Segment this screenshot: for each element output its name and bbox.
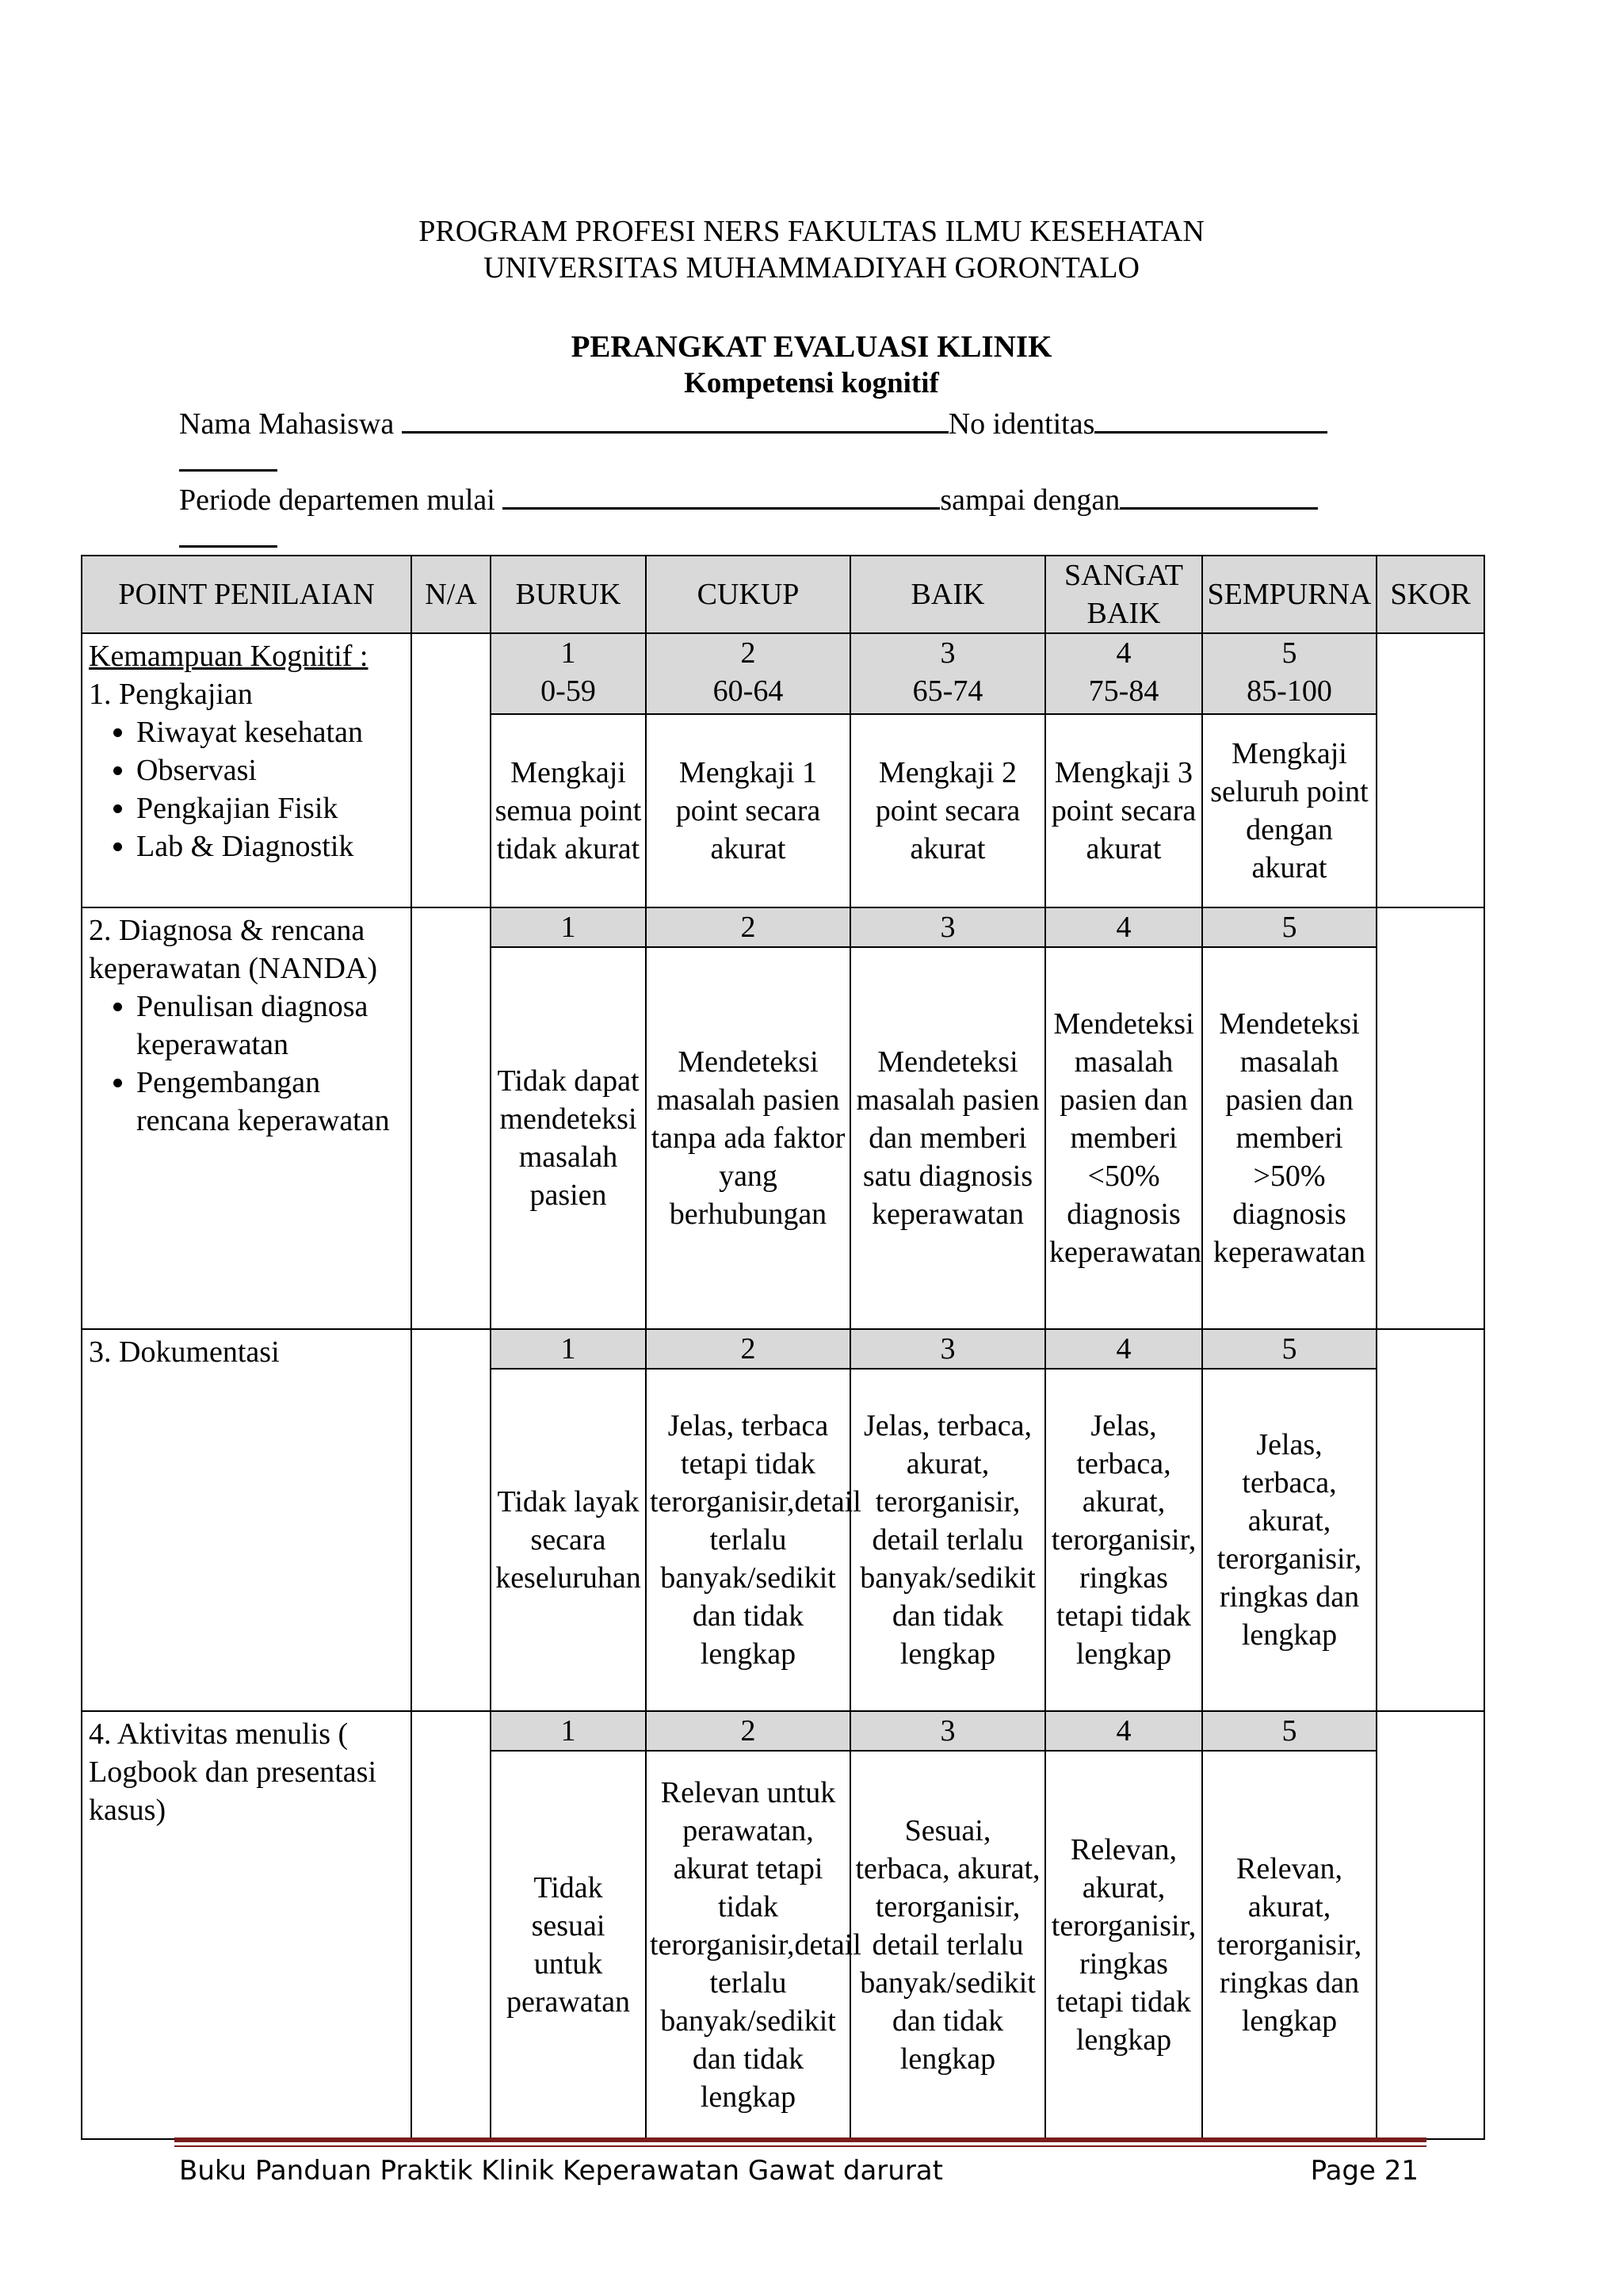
desc-buruk: Mengkaji semua point tidak akurat (491, 714, 646, 907)
nama-label: Nama Mahasiswa (179, 407, 395, 441)
nama-overflow (179, 444, 277, 479)
document-subtitle: Kompetensi kognitif (684, 367, 939, 399)
desc-buruk: Tidak sesuai untuk perawatan (491, 1751, 646, 2139)
score-cell: 2 (646, 907, 850, 947)
desc-sangat-baik: Jelas, terbaca, akurat, terorganisir, ringkas tetapi tidak lengkap (1045, 1369, 1202, 1711)
criterion-diagnosa (82, 907, 411, 1329)
sampai-blank-cont[interactable] (179, 520, 277, 548)
criterion-label: 1. Pengkajian (89, 678, 253, 711)
desc-sempurna: Mengkaji seluruh point dengan akurat (1202, 714, 1377, 907)
header-baik: BAIK (850, 556, 1045, 633)
score-cell: 5 (1202, 1711, 1377, 1751)
desc-baik: Jelas, terbaca, akurat, terorganisir, detail terlalu banyak/sedikit dan tidak lengkap (850, 1369, 1045, 1711)
table-row (82, 907, 1484, 947)
no-identitas-blank-cont[interactable] (179, 444, 277, 472)
score-cell: 4 (1045, 1329, 1202, 1369)
list-item: • Pengembangan rencana keperawatan (136, 1064, 404, 1140)
skor-cell[interactable] (1377, 1329, 1484, 1711)
list-item: • Lab & Diagnostik (136, 827, 404, 865)
header-skor: SKOR (1377, 556, 1484, 633)
header-sempurna: SEMPURNA (1202, 556, 1377, 633)
header-na: N/A (411, 556, 491, 633)
periode-overflow (179, 520, 277, 556)
skor-cell[interactable] (1377, 907, 1484, 1329)
criterion-group-title: Kemampuan Kognitif : (89, 640, 369, 673)
score-cell: 2 60-64 (646, 633, 850, 714)
score-cell: 5 85-100 (1202, 633, 1377, 714)
nama-field (179, 406, 1327, 441)
sub-criteria-list (89, 988, 404, 1140)
criterion-aktivitas-menulis (82, 1711, 411, 2139)
header-point-penilaian: POINT PENILAIAN (82, 556, 411, 633)
desc-sempurna: Jelas, terbaca, akurat, terorganisir, ringkas dan lengkap (1202, 1369, 1377, 1711)
desc-sempurna: Mendeteksi masalah pasien dan memberi >50% diagnosis keperawatan (1202, 947, 1377, 1329)
footer-rule (174, 2137, 1426, 2142)
na-cell[interactable] (411, 633, 491, 907)
score-cell: 2 (646, 1711, 850, 1751)
score-cell: 5 (1202, 1329, 1377, 1369)
periode-field (179, 482, 1318, 518)
page-number: Page 21 (1310, 2155, 1419, 2187)
score-cell: 1 0-59 (491, 633, 646, 714)
desc-baik: Mengkaji 2 point secara akurat (850, 714, 1045, 907)
score-cell: 3 (850, 907, 1045, 947)
criterion-dokumentasi (82, 1329, 411, 1711)
na-cell[interactable] (411, 907, 491, 1329)
list-item: • Observasi (136, 751, 404, 789)
footer-book-title: Buku Panduan Praktik Klinik Keperawatan Gawat darurat (179, 2155, 943, 2187)
desc-sangat-baik: Mengkaji 3 point secara akurat (1045, 714, 1202, 907)
no-identitas-label: No identitas (948, 407, 1095, 441)
score-cell: 3 65-74 (850, 633, 1045, 714)
document-title: PERANGKAT EVALUASI KLINIK (571, 330, 1052, 364)
header-cukup: CUKUP (646, 556, 850, 633)
criterion-label: 4. Aktivitas menulis ( Logbook dan presentasi kasus) (89, 1717, 377, 1827)
desc-sangat-baik: Relevan, akurat, terorganisir, ringkas tetapi tidak lengkap (1045, 1751, 1202, 2139)
nama-blank[interactable] (402, 406, 949, 434)
score-cell: 4 (1045, 1711, 1202, 1751)
desc-buruk: Tidak layak secara keseluruhan (491, 1369, 646, 1711)
sampai-blank[interactable] (1120, 482, 1318, 510)
score-cell: 3 (850, 1329, 1045, 1369)
desc-cukup: Relevan untuk perawatan, akurat tetapi tidak terorganisir,detail terlalu banyak/sedikit dan tidak lengkap (646, 1751, 850, 2139)
list-item: • Pengkajian Fisik (136, 789, 404, 827)
score-cell: 4 (1045, 907, 1202, 947)
score-cell: 4 75-84 (1045, 633, 1202, 714)
sub-criteria-list (89, 713, 404, 865)
header-sangat-baik: SANGAT BAIK (1045, 556, 1202, 633)
desc-sangat-baik: Mendeteksi masalah pasien dan memberi <50% diagnosis keperawatan (1045, 947, 1202, 1329)
footer-rule-thin (174, 2145, 1426, 2147)
na-cell[interactable] (411, 1711, 491, 2139)
criterion-label: 2. Diagnosa & rencana keperawatan (NANDA) (89, 914, 378, 985)
no-identitas-blank[interactable] (1094, 406, 1327, 434)
criterion-pengkajian (82, 633, 411, 907)
skor-cell[interactable] (1377, 633, 1484, 907)
table-header-row (82, 556, 1484, 633)
table-row (82, 633, 1484, 714)
score-cell: 5 (1202, 907, 1377, 947)
score-cell: 1 (491, 1711, 646, 1751)
periode-blank[interactable] (502, 482, 940, 510)
list-item: • Penulisan diagnosa keperawatan (136, 988, 404, 1064)
na-cell[interactable] (411, 1329, 491, 1711)
table-row (82, 1329, 1484, 1369)
criterion-label: 3. Dokumentasi (89, 1335, 280, 1369)
institution-line-1: PROGRAM PROFESI NERS FAKULTAS ILMU KESEHATAN (418, 215, 1205, 248)
evaluation-table (81, 555, 1485, 2140)
desc-cukup: Jelas, terbaca tetapi tidak terorganisir,detail terlalu banyak/sedikit dan tidak lengkap (646, 1369, 850, 1711)
desc-buruk: Tidak dapat mendeteksi masalah pasien (491, 947, 646, 1329)
table-row (82, 1711, 1484, 1751)
skor-cell[interactable] (1377, 1711, 1484, 2139)
desc-baik: Sesuai, terbaca, akurat, terorganisir, detail terlalu banyak/sedikit dan tidak lengkap (850, 1751, 1045, 2139)
sampai-label: sampai dengan (940, 483, 1121, 517)
score-cell: 1 (491, 907, 646, 947)
score-cell: 2 (646, 1329, 850, 1369)
desc-cukup: Mendeteksi masalah pasien tanpa ada faktor yang berhubungan (646, 947, 850, 1329)
periode-label: Periode departemen mulai (179, 483, 495, 517)
desc-cukup: Mengkaji 1 point secara akurat (646, 714, 850, 907)
list-item: • Riwayat kesehatan (136, 713, 404, 751)
institution-line-2: UNIVERSITAS MUHAMMADIYAH GORONTALO (483, 251, 1140, 285)
header-buruk: BURUK (491, 556, 646, 633)
desc-sempurna: Relevan, akurat, terorganisir, ringkas dan lengkap (1202, 1751, 1377, 2139)
score-cell: 1 (491, 1329, 646, 1369)
desc-baik: Mendeteksi masalah pasien dan memberi satu diagnosis keperawatan (850, 947, 1045, 1329)
score-cell: 3 (850, 1711, 1045, 1751)
